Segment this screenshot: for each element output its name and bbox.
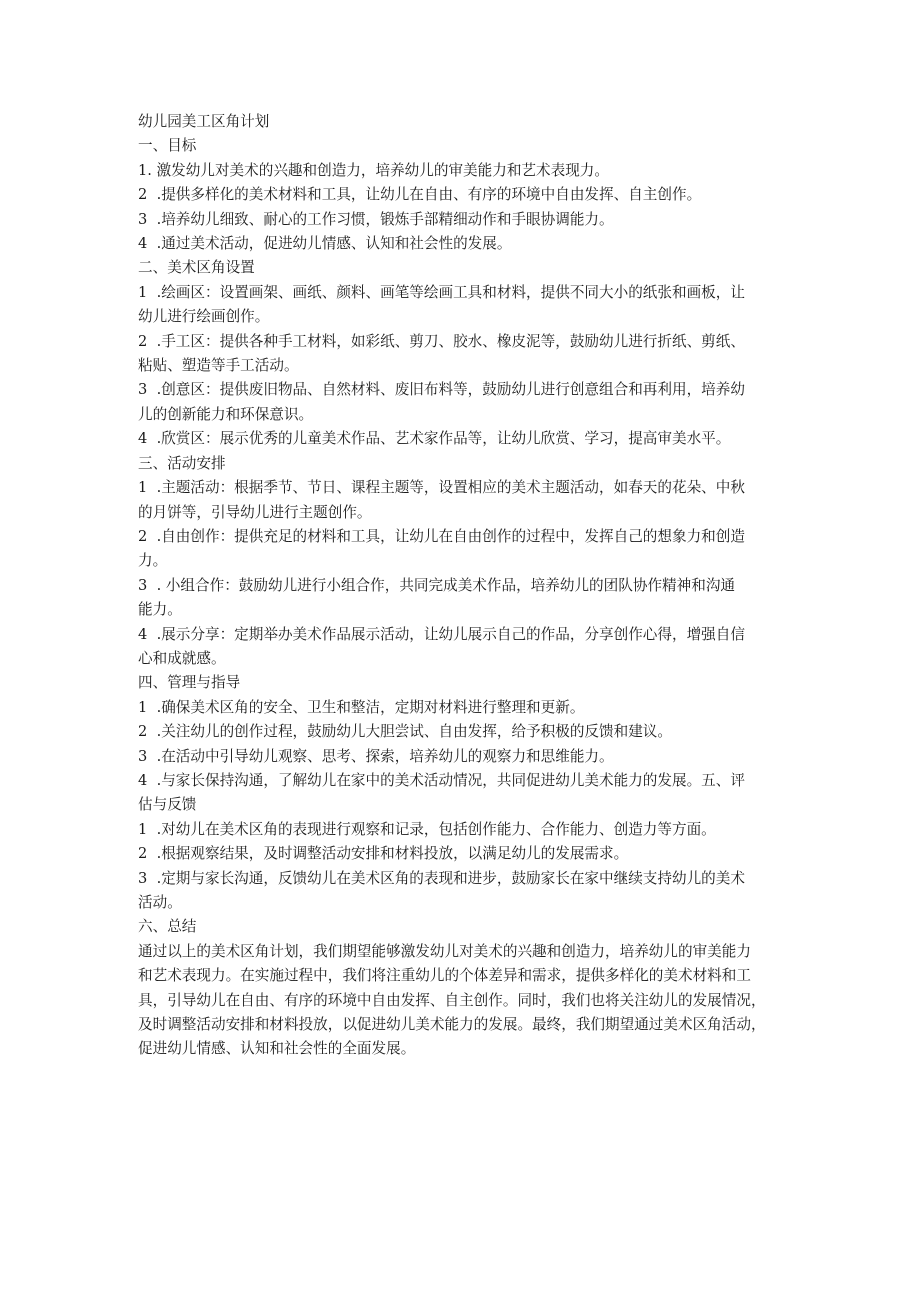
document-page xyxy=(138,110,786,1062)
summary-line-2: 和艺术表现力。在实施过程中，我们将注重幼儿的个体差异和需求，提供多样化的美术材料和工 xyxy=(138,967,751,985)
summary-line-4: 及时调整活动安排和材料投放，以促进幼儿美术能力的发展。最终，我们期望通过美术区角活动， xyxy=(138,1016,766,1034)
summary-line-1: 通过以上的美术区角计划，我们期望能够激发幼儿对美术的兴趣和创造力，培养幼儿的审美能力 xyxy=(138,942,751,960)
activity-item-2-line-1: 2 .自由创作：提供充足的材料和工具，让幼儿在自由创作的过程中，发挥自己的想象力和创造 xyxy=(138,527,745,545)
section-heading-management: 四、管理与指导 xyxy=(138,674,241,692)
evaluation-item-1: 1 .对幼儿在美术区角的表现进行观察和记录，包括创作能力、合作能力、创造力等方面。 xyxy=(138,820,716,838)
section-heading-goals: 一、目标 xyxy=(138,137,197,155)
management-item-1: 1 .确保美术区角的安全、卫生和整洁，定期对材料进行整理和更新。 xyxy=(138,698,585,716)
setup-item-4: 4 .欣赏区：展示优秀的儿童美术作品、艺术家作品等，让幼儿欣赏、学习，提高审美水平。 xyxy=(138,430,731,448)
activity-item-1-line-1: 1 .主题活动：根据季节、节日、课程主题等，设置相应的美术主题活动，如春天的花朵、中秋 xyxy=(138,479,745,497)
setup-item-2-line-2: 粘贴、塑造等手工活动。 xyxy=(138,357,299,375)
goal-item-1: 1. 激发幼儿对美术的兴趣和创造力，培养幼儿的审美能力和艺术表现力。 xyxy=(138,161,609,179)
management-item-2: 2 .关注幼儿的创作过程，鼓励幼儿大胆尝试、自由发挥，给予积极的反馈和建议。 xyxy=(138,723,672,741)
activity-item-1-line-2: 的月饼等，引导幼儿进行主题创作。 xyxy=(138,503,372,521)
summary-line-5: 促进幼儿情感、认知和社会性的全面发展。 xyxy=(138,1040,416,1058)
management-item-4-line-2: 估与反馈 xyxy=(138,796,197,814)
activity-item-4-line-2: 心和成就感。 xyxy=(138,649,226,667)
evaluation-item-3-line-2: 活动。 xyxy=(138,894,182,911)
evaluation-item-2: 2 .根据观察结果，及时调整活动安排和材料投放，以满足幼儿的发展需求。 xyxy=(138,845,629,863)
setup-item-1-line-2: 幼儿进行绘画创作。 xyxy=(138,308,270,326)
setup-item-2-line-1: 2 .手工区：提供各种手工材料，如彩纸、剪刀、胶水、橡皮泥等，鼓励幼儿进行折纸、剪纸、 xyxy=(138,332,745,350)
setup-item-3-line-2: 儿的创新能力和环保意识。 xyxy=(138,405,314,423)
goal-item-3: 3 .培养幼儿细致、耐心的工作习惯，锻炼手部精细动作和手眼协调能力。 xyxy=(138,210,614,228)
activity-item-4-line-1: 4 .展示分享：定期举办美术作品展示活动，让幼儿展示自己的作品，分享创作心得，增强自信 xyxy=(138,625,745,643)
goal-item-4: 4 .通过美术活动，促进幼儿情感、认知和社会性的发展。 xyxy=(138,235,512,253)
activity-item-3-line-1: 3 . 小组合作：鼓励幼儿进行小组合作，共同完成美术作品，培养幼儿的团队协作精神和沟通 xyxy=(138,576,736,594)
goal-item-2: 2 .提供多样化的美术材料和工具，让幼儿在自由、有序的环境中自由发挥、自主创作。 xyxy=(138,186,702,204)
document-title: 幼儿园美工区角计划 xyxy=(138,113,270,130)
section-heading-summary: 六、总结 xyxy=(138,918,197,936)
evaluation-item-3-line-1: 3 .定期与家长沟通，反馈幼儿在美术区角的表现和进步，鼓励家长在家中继续支持幼儿的美术 xyxy=(138,869,745,887)
setup-item-1-line-1: 1 .绘画区：设置画架、画纸、颜料、画笔等绘画工具和材料，提供不同大小的纸张和画板，让 xyxy=(138,283,745,301)
management-item-4-line-1: 4 .与家长保持沟通，了解幼儿在家中的美术活动情况，共同促进幼儿美术能力的发展。五、评 xyxy=(138,771,745,789)
section-heading-area-setup: 二、美术区角设置 xyxy=(138,259,255,277)
setup-item-3-line-1: 3 .创意区：提供废旧物品、自然材料、废旧布料等，鼓励幼儿进行创意组合和再利用，培养幼 xyxy=(138,381,745,399)
activity-item-3-line-2: 能力。 xyxy=(138,601,182,619)
section-heading-activities: 三、活动安排 xyxy=(138,454,226,472)
management-item-3: 3 .在活动中引导幼儿观察、思考、探索，培养幼儿的观察力和思维能力。 xyxy=(138,747,614,765)
summary-line-3: 具，引导幼儿在自由、有序的环境中自由发挥、自主创作。同时，我们也将关注幼儿的发展情况， xyxy=(138,991,766,1009)
activity-item-2-line-2: 力。 xyxy=(138,552,168,570)
